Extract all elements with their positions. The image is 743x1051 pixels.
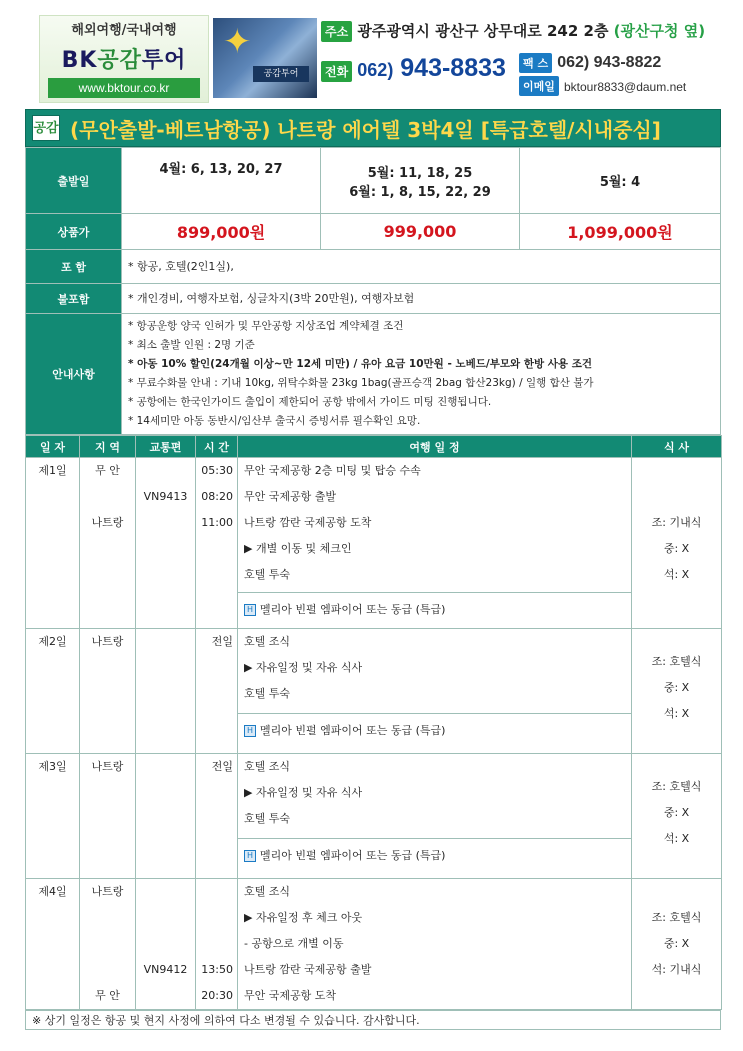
product-title xyxy=(70,114,661,143)
region: 나트랑 xyxy=(91,516,124,529)
itinerary-day-3 xyxy=(26,754,722,879)
day-3-label: 제3일 xyxy=(38,760,67,773)
phone-area: 062) xyxy=(357,60,394,80)
day-meals xyxy=(632,458,722,629)
meal: 석: X xyxy=(663,832,690,845)
title-logo: 공감 xyxy=(32,115,60,141)
address-text: 광주광역시 광산구 상무대로 242 2층 xyxy=(357,22,609,40)
fax-tag: 팩 스 xyxy=(519,53,552,73)
region: 무 안 xyxy=(95,989,120,1002)
meal: 석: X xyxy=(663,707,690,720)
plan-item: ▶ 개별 이동 및 체크인 xyxy=(244,542,352,555)
phone-number[interactable] xyxy=(357,54,506,82)
website-url[interactable]: www.bktour.co.kr xyxy=(48,78,200,98)
transport: VN9413 xyxy=(143,490,188,503)
title-tag: [특급호텔/시내중심] xyxy=(480,117,661,142)
itinerary-header xyxy=(26,436,722,458)
time: 전일 xyxy=(211,760,233,773)
logo-mark: 공감 xyxy=(97,48,142,73)
hotel-line xyxy=(238,592,631,628)
address-line xyxy=(321,20,721,42)
departure-label: 출발일 xyxy=(26,148,122,214)
price-2: 999,000 xyxy=(321,214,520,250)
plan-item: - 공항으로 개별 이동 xyxy=(244,937,344,950)
fax-number: 062) 943-8822 xyxy=(557,54,662,71)
meal: 조: 호텔식 xyxy=(651,780,702,793)
departure-april: 4월: 6, 13, 20, 27 xyxy=(122,148,321,214)
plan-item: 무안 국제공항 도착 xyxy=(244,989,337,1002)
region: 나트랑 xyxy=(91,760,124,773)
office-photo xyxy=(213,18,317,98)
exclude-row xyxy=(26,284,721,314)
logo-wordmark xyxy=(40,43,208,74)
product-title-bar xyxy=(25,109,721,147)
address-tag: 주소 xyxy=(321,21,352,42)
brochure-page xyxy=(25,10,721,1030)
header xyxy=(25,10,721,105)
hotel-name: 멜리아 빈펄 엠파이어 또는 동급 (특급) xyxy=(260,849,446,862)
email-tag: 이메일 xyxy=(519,76,559,96)
notice-item: * 14세미만 아동 동반시/임산부 출국시 증빙서류 필수확인 요망. xyxy=(128,415,421,427)
day-2-label: 제2일 xyxy=(38,635,67,648)
phone-main: 943-8833 xyxy=(400,54,506,82)
departure-may-june xyxy=(321,148,520,214)
plan-item: ▶ 자유일정 후 체크 아웃 xyxy=(244,911,363,924)
col-day: 일 자 xyxy=(26,436,80,458)
col-region: 지 역 xyxy=(80,436,136,458)
transport xyxy=(136,458,195,484)
notice-item: * 최소 출발 인원 : 2명 기준 xyxy=(128,339,255,351)
plan-item: 무안 국제공항 출발 xyxy=(244,490,337,503)
itinerary-day-4 xyxy=(26,879,722,1010)
departure-row xyxy=(26,148,721,214)
include-label: 포 함 xyxy=(26,250,122,284)
office-sign: 공감투어 xyxy=(253,66,309,82)
plan-item: 호텔 투숙 xyxy=(244,568,291,581)
notice-item: * 공항에는 한국인가이드 출입이 제한되어 공항 밖에서 가이드 미팅 진행됩니다. xyxy=(128,396,492,408)
hotel-icon: H xyxy=(244,850,256,862)
col-transport: 교통편 xyxy=(136,436,196,458)
region xyxy=(80,484,135,510)
exclude-text: * 개인경비, 여행자보험, 싱글차지(3박 20만원), 여행자보험 xyxy=(122,284,721,314)
day-1-label: 제1일 xyxy=(38,464,67,477)
day-region xyxy=(80,458,136,629)
departure-june: 6월: 1, 8, 15, 22, 29 xyxy=(349,184,491,200)
meal: 조: 호텔식 xyxy=(651,655,702,668)
plan-item: 나트랑 깜란 국제공항 출발 xyxy=(244,963,372,976)
region: 나트랑 xyxy=(91,635,124,648)
transport: VN9412 xyxy=(143,963,188,976)
hotel-line xyxy=(238,838,631,874)
exclude-label: 불포함 xyxy=(26,284,122,314)
meal: 조: 기내식 xyxy=(651,516,702,529)
include-row xyxy=(26,250,721,284)
hotel-icon: H xyxy=(244,725,256,737)
day-time xyxy=(196,458,238,629)
hotel-icon: H xyxy=(244,604,256,616)
col-time: 시 간 xyxy=(196,436,238,458)
plan-item: 호텔 조식 xyxy=(244,635,291,648)
notice-row xyxy=(26,314,721,435)
contact-info xyxy=(321,20,721,94)
plan-item: ▶ 자유일정 및 자유 식사 xyxy=(244,661,363,674)
company-logo xyxy=(39,15,209,103)
day-transport xyxy=(136,458,196,629)
meal: 석: 기내식 xyxy=(651,963,702,976)
fax-email xyxy=(519,52,729,99)
email-address[interactable]: bktour8833@daum.net xyxy=(563,79,687,94)
time: 11:00 xyxy=(201,516,233,529)
plan-item: 호텔 투숙 xyxy=(244,687,291,700)
itinerary-day-2 xyxy=(26,629,722,754)
plan-item: 호텔 조식 xyxy=(244,885,291,898)
plan-item: 호텔 조식 xyxy=(244,760,291,773)
phone-tag: 전화 xyxy=(321,61,352,82)
time: 20:30 xyxy=(201,989,233,1002)
notice-label: 안내사항 xyxy=(26,314,122,435)
itinerary-day-1 xyxy=(26,458,722,629)
time: 13:50 xyxy=(201,963,233,976)
price-3: 1,099,000원 xyxy=(520,214,721,250)
day-label xyxy=(26,458,80,629)
time: 전일 xyxy=(211,635,233,648)
meal: 중: X xyxy=(663,542,690,555)
day-plan xyxy=(238,458,632,629)
star-icon: ✦ xyxy=(223,22,252,62)
time: 08:20 xyxy=(201,490,233,503)
col-meals: 식 사 xyxy=(632,436,722,458)
departure-may-special: 5월: 4 xyxy=(520,148,721,214)
hotel-name: 멜리아 빈펄 엠파이어 또는 동급 (특급) xyxy=(260,603,446,616)
notice-item: * 항공운항 양국 인허가 및 무안공항 지상조업 계약체결 조건 xyxy=(128,320,404,332)
address-note: (광산구청 옆) xyxy=(613,22,706,40)
include-text: * 항공, 호텔(2인1실), xyxy=(122,250,721,284)
footer-note: ※ 상기 일정은 항공 및 현지 사정에 의하여 다소 변경될 수 있습니다. 감사합니다. xyxy=(25,1010,721,1030)
logo-subtitle: 해외여행/국내여행 xyxy=(71,23,177,38)
plan-item: 나트랑 깜란 국제공항 도착 xyxy=(244,516,372,529)
departure-may: 5월: 11, 18, 25 xyxy=(367,165,473,181)
day-4-label: 제4일 xyxy=(38,885,67,898)
price-label: 상품가 xyxy=(26,214,122,250)
product-info-table xyxy=(25,147,721,435)
notice-list xyxy=(122,314,721,435)
meal: 중: X xyxy=(663,681,690,694)
hotel-line xyxy=(238,713,631,749)
logo-tour: 투어 xyxy=(141,48,187,73)
notice-item-child-discount: * 아동 10% 할인(24개월 이상~만 12세 미만) / 유아 요금 10만원 - 노베드/부모와 한방 사용 조건 xyxy=(128,358,593,370)
logo-bk: BK xyxy=(61,48,98,73)
col-plan: 여행 일 정 xyxy=(238,436,632,458)
hotel-name: 멜리아 빈펄 엠파이어 또는 동급 (특급) xyxy=(260,724,446,737)
meal: 중: X xyxy=(663,806,690,819)
plan-item: 호텔 투숙 xyxy=(244,812,291,825)
meal: 조: 호텔식 xyxy=(651,911,702,924)
phone-row xyxy=(321,54,687,94)
itinerary-table xyxy=(25,435,722,1010)
region: 무 안 xyxy=(95,464,120,477)
plan-item: ▶ 자유일정 및 자유 식사 xyxy=(244,786,363,799)
plan-item: 무안 국제공항 2층 미팅 및 탑승 수속 xyxy=(244,464,421,477)
price-row xyxy=(26,214,721,250)
notice-item: * 무료수화물 안내 : 기내 10kg, 위탁수화물 23kg 1bag(골프승객 2bag 합산23kg) / 일행 합산 불가 xyxy=(128,377,594,389)
meal: 중: X xyxy=(663,937,690,950)
time: 05:30 xyxy=(201,464,233,477)
price-1: 899,000원 xyxy=(122,214,321,250)
title-main: (무안출발-베트남항공) 나트랑 에어텔 3박4일 xyxy=(70,117,474,142)
meal: 석: X xyxy=(663,568,690,581)
region: 나트랑 xyxy=(91,885,124,898)
